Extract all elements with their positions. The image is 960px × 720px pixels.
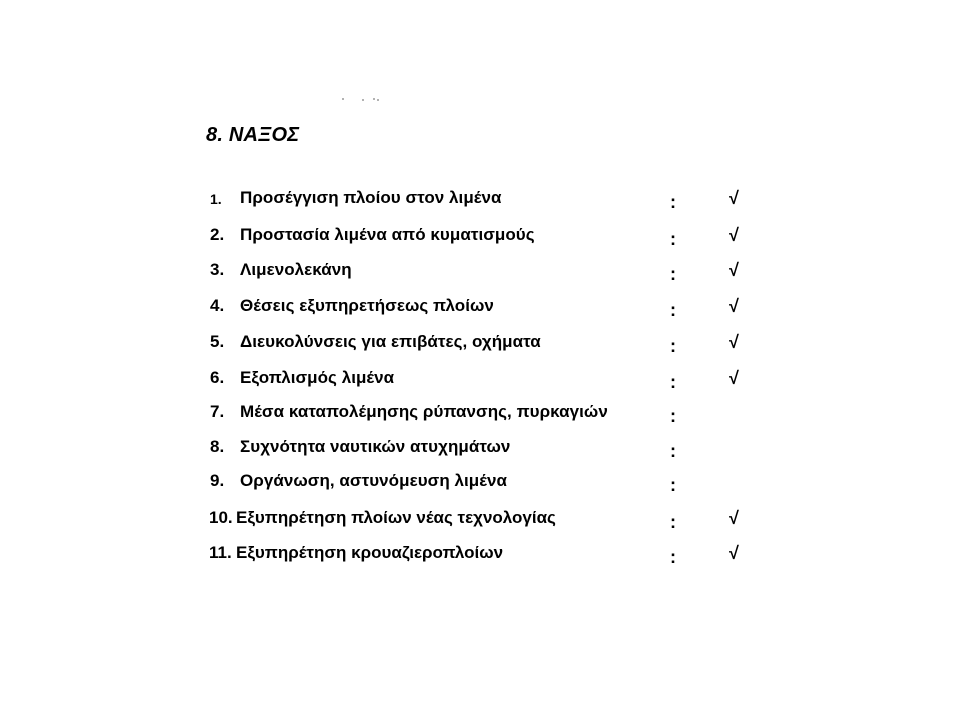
item-separator: : — [670, 336, 676, 356]
item-label: Εξοπλισμός λιμένα — [240, 368, 395, 387]
item-number: 6. — [210, 368, 225, 387]
item-label: Εξυπηρέτηση πλοίων νέας τεχνολογίας — [236, 508, 556, 527]
item-separator: : — [670, 547, 676, 567]
item-number: 1. — [210, 191, 222, 207]
item-label: Μέσα καταπολέμησης ρύπανσης, πυρκαγιών — [240, 402, 608, 421]
item-number: 3. — [210, 260, 225, 279]
item-number: 4. — [210, 296, 225, 315]
item-separator: : — [670, 264, 676, 284]
list-item — [0, 543, 960, 573]
check-icon: √ — [729, 225, 739, 245]
item-separator: : — [670, 372, 676, 392]
check-icon: √ — [729, 508, 739, 528]
item-separator: : — [670, 406, 676, 426]
check-icon: √ — [729, 332, 739, 352]
item-label: Διευκολύνσεις για επιβάτες, οχήματα — [240, 332, 541, 351]
check-icon: √ — [729, 368, 739, 388]
list-item — [0, 260, 960, 290]
item-number: 10. — [209, 508, 233, 527]
item-separator: : — [670, 475, 676, 495]
list-item — [0, 437, 960, 467]
item-label: Θέσεις εξυπηρετήσεως πλοίων — [240, 296, 494, 315]
item-separator: : — [670, 229, 676, 249]
item-separator: : — [670, 441, 676, 461]
item-label: Οργάνωση, αστυνόμευση λιμένα — [240, 471, 507, 490]
item-separator: : — [670, 512, 676, 532]
item-label: Προσέγγιση πλοίου στον λιμένα — [240, 188, 502, 207]
list-item — [0, 471, 960, 501]
item-separator: : — [670, 300, 676, 320]
item-label: Προστασία λιμένα από κυματισμούς — [240, 225, 535, 244]
item-number: 2. — [210, 225, 225, 244]
item-separator: : — [670, 192, 676, 212]
check-icon: √ — [729, 188, 739, 208]
check-icon: √ — [729, 260, 739, 280]
list-item — [0, 296, 960, 326]
list-item — [0, 188, 960, 218]
item-label: Λιμενολεκάνη — [240, 260, 352, 279]
list-item — [0, 508, 960, 538]
list-item — [0, 368, 960, 398]
list-item — [0, 402, 960, 432]
check-icon: √ — [729, 543, 739, 563]
list-item — [0, 225, 960, 255]
page-title: 8. ΝΑΞΟΣ — [206, 124, 300, 146]
item-number: 8. — [210, 437, 225, 456]
item-label: Εξυπηρέτηση κρουαζιεροπλοίων — [236, 543, 504, 562]
item-number: 7. — [210, 402, 225, 421]
item-number: 11. — [209, 543, 232, 562]
item-label: Συχνότητα ναυτικών ατυχημάτων — [240, 437, 511, 456]
check-icon: √ — [729, 296, 739, 316]
item-number: 9. — [210, 471, 225, 490]
list-item — [0, 332, 960, 362]
item-number: 5. — [210, 332, 225, 351]
